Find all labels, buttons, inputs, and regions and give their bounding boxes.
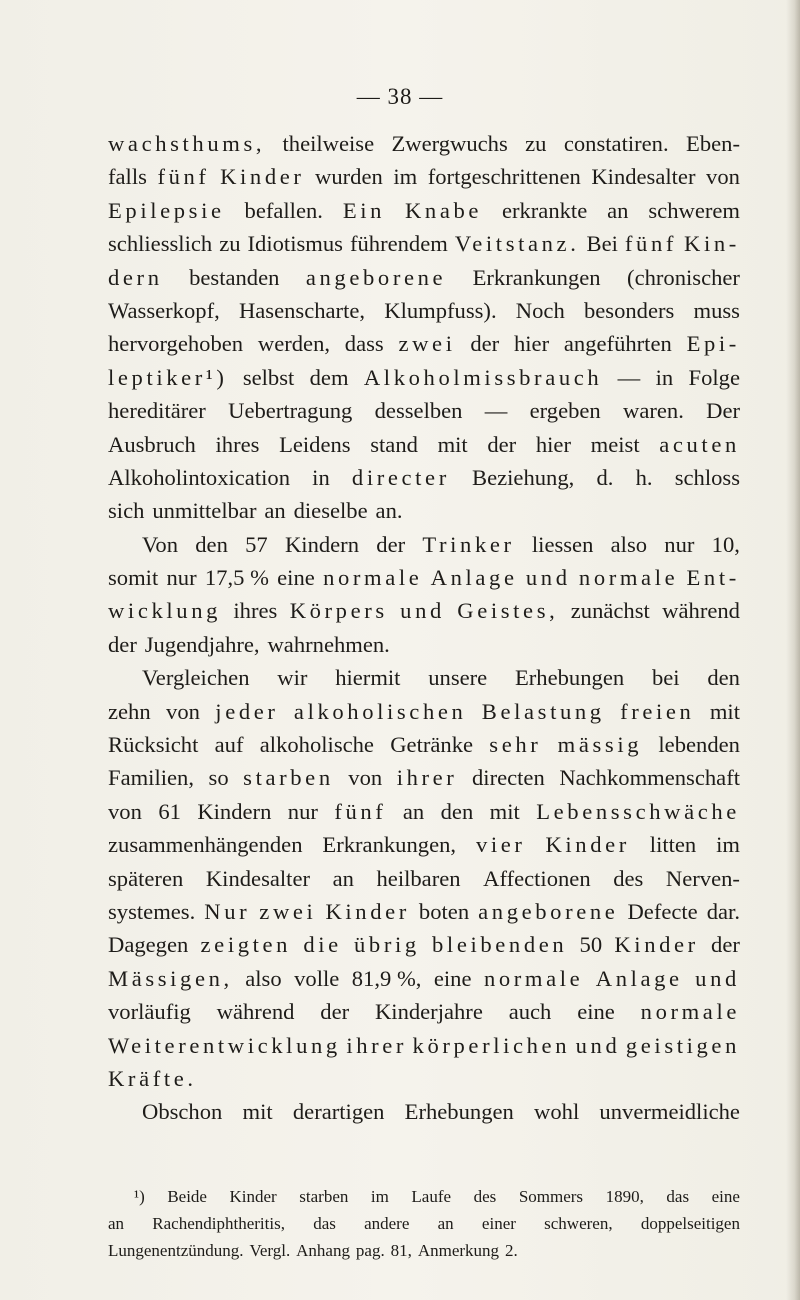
word: dem [309,364,349,390]
word: constatiren. [563,131,669,156]
word: Wasserkopf, [108,297,220,323]
word: unvermeidliche [599,1099,740,1125]
text-line [108,528,740,561]
word: einer [481,1214,516,1233]
word: selbst [242,364,295,390]
word: Kinder [545,832,630,858]
word: nur [166,565,197,591]
footnote-line [108,1210,740,1237]
word: der [108,631,137,657]
word: Kin- [684,231,740,257]
word: 10, [711,531,740,557]
word: 17,5 % [204,565,269,591]
text-line [108,628,740,661]
word: Kindern [197,798,272,824]
text-line [108,862,740,895]
word: unmittelbar [152,498,257,524]
word: Laufe [411,1187,452,1206]
text-line [108,261,740,294]
text-line [108,160,740,193]
word: angeführten [563,331,672,357]
word: directen [472,765,545,791]
text-line [108,1095,740,1128]
word: während [662,598,740,624]
word: 2. [504,1241,518,1260]
word: an [402,798,425,824]
word: Kindesalter [591,164,696,190]
word: von [166,698,200,724]
word: den [440,798,474,824]
word: pag. [355,1241,385,1260]
word: boten [418,898,470,924]
word: des [613,865,644,891]
word: mit [242,1099,273,1125]
word: Vergleichen [142,665,250,691]
word: 57 [245,531,268,557]
word: Epilepsie [108,197,225,223]
word: also [245,965,282,991]
word: mit [709,698,740,724]
word: hervorgehoben [108,331,244,357]
word: Kinderjahre [374,999,483,1025]
word: mässig [557,732,643,758]
word: zu [219,231,241,257]
word: Uebertragung [228,398,353,424]
word: acuten [659,431,740,457]
word: Erkrankungen [472,264,601,290]
word: litten [649,832,697,858]
word: und [400,598,445,624]
word: wohl [534,1099,580,1125]
word: zwei [398,331,456,357]
word: wahrnehmen. [267,631,390,657]
word: Epi- [686,331,740,357]
word: der [711,932,740,958]
word: muss [693,297,740,323]
word: Idiotismus [247,231,343,257]
word: geistigen [625,1032,740,1058]
word: normale [640,999,740,1025]
word: Erhebungen [404,1099,514,1125]
word: theilweise [282,131,375,156]
word: Bei [586,231,618,257]
word: — [484,398,508,424]
word: zunächst [570,598,650,624]
word: Nerven- [665,865,740,891]
word: Ent- [686,565,740,591]
word: von [706,164,740,190]
word: und [525,565,571,591]
word: ¹) [134,1187,145,1206]
text-line [108,828,740,861]
word: Nachkommenschaft [559,765,740,791]
word: des [473,1187,497,1206]
word: in [312,464,330,490]
word: andere [364,1214,410,1233]
word: dern [108,264,163,290]
text-line [108,428,740,461]
word: eine [277,565,315,591]
word: Erhebungen [514,665,625,691]
word: Erkrankungen, [322,832,457,858]
word: Anlage [595,965,683,991]
word: 1890, [605,1187,644,1206]
word: Nur [204,898,251,924]
word: späteren [108,865,184,891]
word: fortgeschrittenen [427,164,581,190]
page-edge-shadow [786,0,800,1300]
word: nur [287,798,318,824]
word: bei [651,665,680,691]
word: dar. [706,898,740,924]
word: 61 [158,798,181,824]
word: an [607,197,629,223]
word: das [313,1214,336,1233]
word: hereditärer [108,398,206,424]
word: und [575,1032,621,1058]
word: directer [351,464,450,490]
word: — [617,364,641,390]
text-line [108,728,740,761]
word: Beide [167,1187,207,1206]
word: ihres [233,598,278,624]
word: Sommers [518,1187,584,1206]
word: den [707,665,740,691]
word: Von [142,531,178,557]
word: Anhang [296,1241,350,1260]
word: hier [513,331,550,357]
word: 81, [390,1241,412,1260]
word: schweren, [544,1214,613,1233]
word: mit [437,431,468,457]
word: dieselbe [293,498,368,524]
text-line [108,227,740,260]
text-line [108,594,740,627]
word: nur [664,531,695,557]
word: werden, [257,331,331,357]
word: Beziehung, [472,464,575,490]
text-line [108,327,740,360]
word: Hasenscharte, [238,297,366,323]
word: an [264,498,286,524]
word: Obschon [142,1099,223,1125]
word: Vergl. [249,1241,291,1260]
word: angeborene [478,898,619,924]
word: im [393,164,418,190]
text-line [108,294,740,327]
word: der [487,431,517,457]
word: heilbaren [376,865,461,891]
word: Weiterentwicklung [108,1032,341,1058]
word: an [108,1214,125,1233]
text-line [108,1029,740,1062]
word: fünf [334,798,387,824]
word: in [655,364,674,390]
word: im [370,1187,389,1206]
word: der [320,999,350,1025]
word: 81,9 %, [351,965,422,991]
word: ergeben [529,398,601,424]
word: ihrer [346,1032,408,1058]
word: normale [483,965,584,991]
word: der [470,331,500,357]
word: auf [214,732,244,758]
word: zu [525,131,547,156]
word: Belastung [481,698,605,724]
word: desselben [374,398,463,424]
word: 50 [579,932,603,958]
word: ihres [215,431,260,457]
word: leptiker¹) [108,364,228,390]
word: Ausbruch [108,431,196,457]
text-line [108,561,740,594]
word: befallen. [244,197,323,223]
word: Affectionen [483,865,591,891]
word: Alkoholintoxication [108,464,290,490]
word: starben [243,765,334,791]
text-line [108,695,740,728]
word: Rachendiphtheritis, [152,1214,285,1233]
word: hier [535,431,571,457]
word: somit [108,565,159,591]
word: von [348,765,383,791]
word: bestanden [189,264,280,290]
word: das [666,1187,690,1206]
word: Anlage [430,565,518,591]
text-line [108,461,740,494]
word: Noch [515,297,565,323]
word: die [303,932,342,958]
text-line [108,394,740,427]
word: Kräfte. [108,1065,197,1091]
word: liessen [531,531,594,557]
word: vier [475,832,526,858]
word: Anmerkung [417,1241,500,1260]
word: h. [635,464,653,490]
word: Jugendjahre, [144,631,260,657]
word: Knabe [404,197,483,223]
word: mit [489,798,520,824]
word: körperlichen [412,1032,571,1058]
word: Lebensschwäche [536,798,740,824]
text-line [108,661,740,694]
word: unsere [428,665,488,691]
word: den [195,531,228,557]
word: Kinder [614,932,699,958]
word: auch [508,999,552,1025]
word: zeigten [200,932,292,958]
word: Geistes, [457,598,559,624]
word: zwei [259,898,317,924]
text-line [108,1062,740,1095]
word: Zwergwuchs [391,131,508,156]
text-line [108,761,740,794]
word: Kindern [284,531,360,557]
word: starben [299,1187,349,1206]
footnotes [108,1183,740,1264]
text-line [108,795,740,828]
word: zehn [108,698,151,724]
word: Eben- [686,131,740,156]
text-line [108,895,740,928]
word: Klumpfuss). [384,297,497,323]
word: d. [596,464,614,490]
word: stand [370,431,418,457]
word: Getränke [390,732,474,758]
word: eine [433,965,472,991]
word: schwerem [648,197,740,223]
footnote-line [108,1183,740,1210]
word: erkrankte [501,197,588,223]
word: eine [577,999,615,1025]
word: zusammenhängenden [108,832,303,858]
word: normale [323,565,423,591]
word: dass [344,331,384,357]
word: jeder [215,698,279,724]
word: sehr [489,732,542,758]
word: (chronischer [627,264,740,290]
word: Defecte [627,898,698,924]
text-line [108,995,740,1028]
footnote-line [108,1237,740,1264]
word: an [437,1214,454,1233]
word: führendem [349,231,448,257]
word: sich [108,498,145,524]
word: schliesslich [108,231,213,257]
word: Körpers [289,598,388,624]
word: bleibenden [432,932,568,958]
word: Familien, [108,765,194,791]
text-line [108,494,740,527]
word: Dagegen [108,932,189,958]
text-line [108,361,740,394]
text-line [108,928,740,961]
page-number: — 38 — [356,84,444,109]
body-text [108,127,740,1129]
word: besonders [583,297,675,323]
word: der [376,531,406,557]
word: alkoholischen [293,698,467,724]
word: Ein [342,197,386,223]
word: an. [375,498,403,524]
word: lebenden [658,732,740,758]
word: volle [294,965,340,991]
word: eine [711,1187,740,1206]
word: fünf [624,231,678,257]
word: freien [620,698,695,724]
text-line [108,962,740,995]
text-line [108,127,740,160]
word: Veitstanz. [454,231,580,257]
word: falls [108,164,147,190]
word: fünf [157,164,210,190]
word: Rücksicht [108,732,199,758]
word: doppelseitigen [640,1214,740,1233]
word: Kinder [220,164,305,190]
text-line [108,194,740,227]
word: waren. [623,398,684,424]
word: wir [277,665,308,691]
word: so [208,765,229,791]
word: Kinder [325,898,410,924]
word: Mässigen, [108,965,233,991]
word: schloss [674,464,740,490]
word: Leidens [279,431,351,457]
word: wicklung [108,598,222,624]
word: Trinker [422,531,515,557]
word: hiermit [335,665,401,691]
word: Der [706,398,740,424]
word: von [108,798,142,824]
word: Kinder [229,1187,277,1206]
word: angeborene [305,264,447,290]
word: alkoholische [259,732,374,758]
word: also [610,531,648,557]
word: vorläufig [108,999,191,1025]
word: und [695,965,740,991]
word: Folge [688,364,740,390]
word: Kindesalter [205,865,311,891]
word: wachsthums, [108,131,266,156]
word: systemes. [108,898,196,924]
word: normale [578,565,679,591]
word: ihrer [396,765,458,791]
word: derartigen [292,1099,385,1125]
word: Lungenentzündung. [108,1241,244,1260]
word: übrig [354,932,420,958]
word: meist [590,431,640,457]
word: Alkoholmissbrauch [363,364,603,390]
word: im [716,832,740,858]
word: wurden [315,164,383,190]
word: während [216,999,295,1025]
word: an [332,865,354,891]
